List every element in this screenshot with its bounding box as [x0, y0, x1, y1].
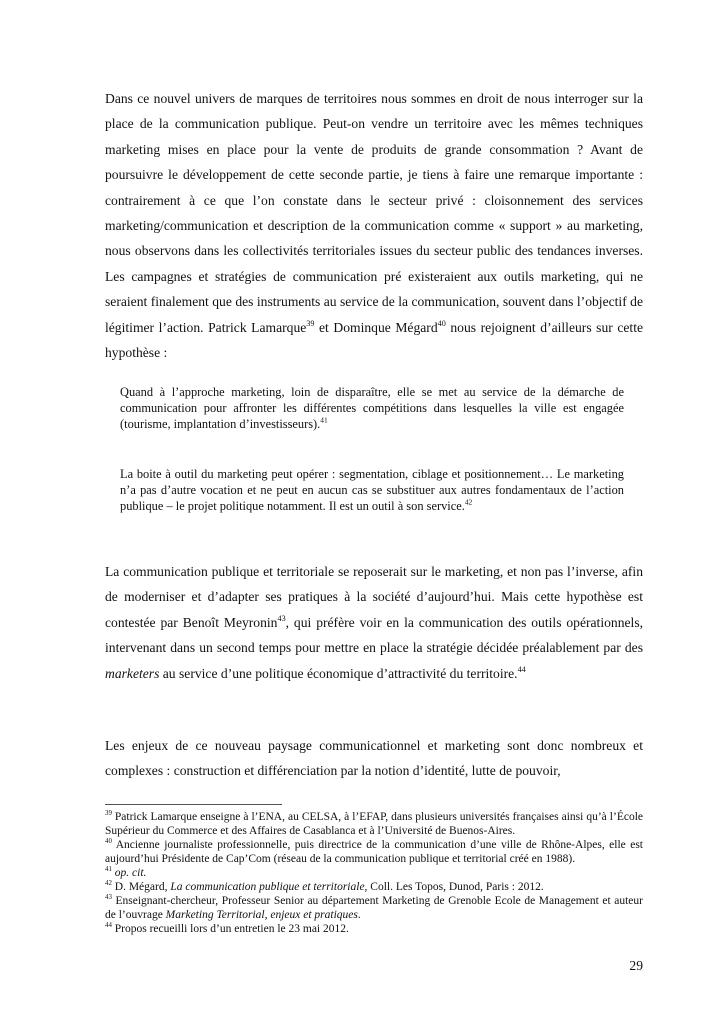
footnote-number: 41 [105, 865, 112, 873]
footnote-text: Propos recueilli lors d’un entretien le 23 mai 2012. [111, 923, 349, 935]
footnote-italic: op. cit. [114, 867, 147, 879]
footnote-number: 40 [105, 837, 112, 845]
footnote-text-post: . [357, 909, 361, 921]
footnote-40 [105, 838, 643, 866]
footnote-number: 43 [105, 893, 112, 901]
footnote-text-post: , Coll. Les Topos, Dunod, Paris : 2012. [364, 881, 544, 893]
footnote-text: Enseignant-chercheur, Professeur Senior au département Marketing de Grenoble Ecole de Management et auteur de l’ouvrage [105, 895, 643, 921]
paragraph-2-text: La communication publique et territoriale se reposerait sur le marketing, et non pas l’inverse, afin de moderniser et d’adapter ses pratiques à la société d’aujourd’hui. Mais cette hypothèse est contestée par Benoît Meyronin [105, 564, 643, 630]
paragraph-1-mid: et Dominque Mégard [314, 319, 438, 335]
paragraph-2-end: au service d’une politique économique d’attractivité du territoire. [159, 665, 518, 681]
footnote-number: 39 [105, 809, 112, 817]
block-quote-2 [120, 466, 624, 514]
paragraph-2-italic-term: marketers [105, 665, 160, 681]
paragraph-1-end: nous rejoignent d’ailleurs sur cette hypothèse : [105, 319, 644, 361]
footnote-italic: La communication publique et territoriale [170, 881, 365, 893]
footnote-ref-40[interactable]: 40 [437, 318, 446, 328]
paragraph-1-text: Dans ce nouvel univers de marques de territoires nous sommes en droit de nous interroger sur la place de la communication publique. Peut-on vendre un territoire avec les mêmes techniques marketing mises en place pour la vente de produits de grande consommation ? Avant de poursuivre le développement de cette seconde partie, je tiens à faire une remarque importante : contrairement à ce que l’on constate dans le secteur privé : cloisonnement des services marketing/communication et description de la communication comme « support » au marketing, nous observons dans les collectivités territoriales issues du secteur public des tendances inverses. Les campagnes et stratégies de communication pré existeraient aux outils marketing, qui ne seraient finalement que des instruments au service de la communication, souvent dans l’objectif de légitimer l’action. Patrick Lamarque [105, 91, 643, 335]
paragraph-3-text: Les enjeux de ce nouveau paysage communicationnel et marketing sont donc nombreux et complexes : construction et différenciation par la notion d’identité, lutte de pouvoir, [105, 738, 643, 779]
footnote-42 [105, 880, 643, 894]
footnote-text: Patrick Lamarque enseigne à l’ENA, au CELSA, à l’EFAP, dans plusieurs universités françaises ainsi qu’à l’École Supérieur du Commerce et des Affaires de Casablanca et à l’Université de Buenos-Aires. [105, 811, 643, 837]
page-number: 29 [629, 958, 643, 973]
footnote-text: Ancienne journaliste professionnelle, puis directrice de la communication d’une ville de Rhône-Alpes, elle est aujourd’hui Présidente de Cap’Com (réseau de la communication publique et territorial créé en 1988). [105, 839, 643, 865]
footnote-number: 44 [105, 921, 112, 929]
footnote-ref-44[interactable]: 44 [517, 664, 526, 674]
footnotes [105, 810, 643, 936]
footnote-41 [105, 866, 643, 880]
footnote-44 [105, 922, 643, 936]
footnote-ref-42[interactable]: 42 [464, 497, 473, 507]
paragraph-2-mid: , qui préfère voir en la communication des outils opérationnels, intervenant dans un second temps pour mettre en place la stratégie décidée préalablement par des [105, 614, 644, 656]
footnote-ref-43[interactable]: 43 [277, 613, 286, 623]
block-quote-1 [120, 384, 624, 432]
paragraph-2 [105, 559, 643, 686]
footnote-text: D. Mégard, [111, 881, 171, 893]
block-quote-2-text: La boite à outil du marketing peut opérer : segmentation, ciblage et positionnement… Le marketing n’a pas d’autre vocation et ne peut en aucun cas se substituer aux autres fondamentaux de l’action publique – le projet politique notamment. Il est un outil à son service. [120, 467, 624, 513]
footnote-separator [105, 804, 282, 805]
footnote-ref-41[interactable]: 41 [320, 415, 328, 425]
footnote-ref-39[interactable]: 39 [306, 318, 315, 328]
footnote-italic: Marketing Territorial, enjeux et pratiques [165, 909, 358, 921]
block-quote-1-text: Quand à l’approche marketing, loin de disparaître, elle se met au service de la démarche de communication pour affronter les différentes compétitions dans lesquelles la ville est engagée (tourisme, implantation d’investisseurs). [120, 385, 624, 431]
footnote-43 [105, 894, 643, 922]
paragraph-3 [105, 733, 643, 784]
footnote-number: 42 [105, 879, 112, 887]
paragraph-1 [105, 86, 643, 365]
footnote-39 [105, 810, 643, 838]
